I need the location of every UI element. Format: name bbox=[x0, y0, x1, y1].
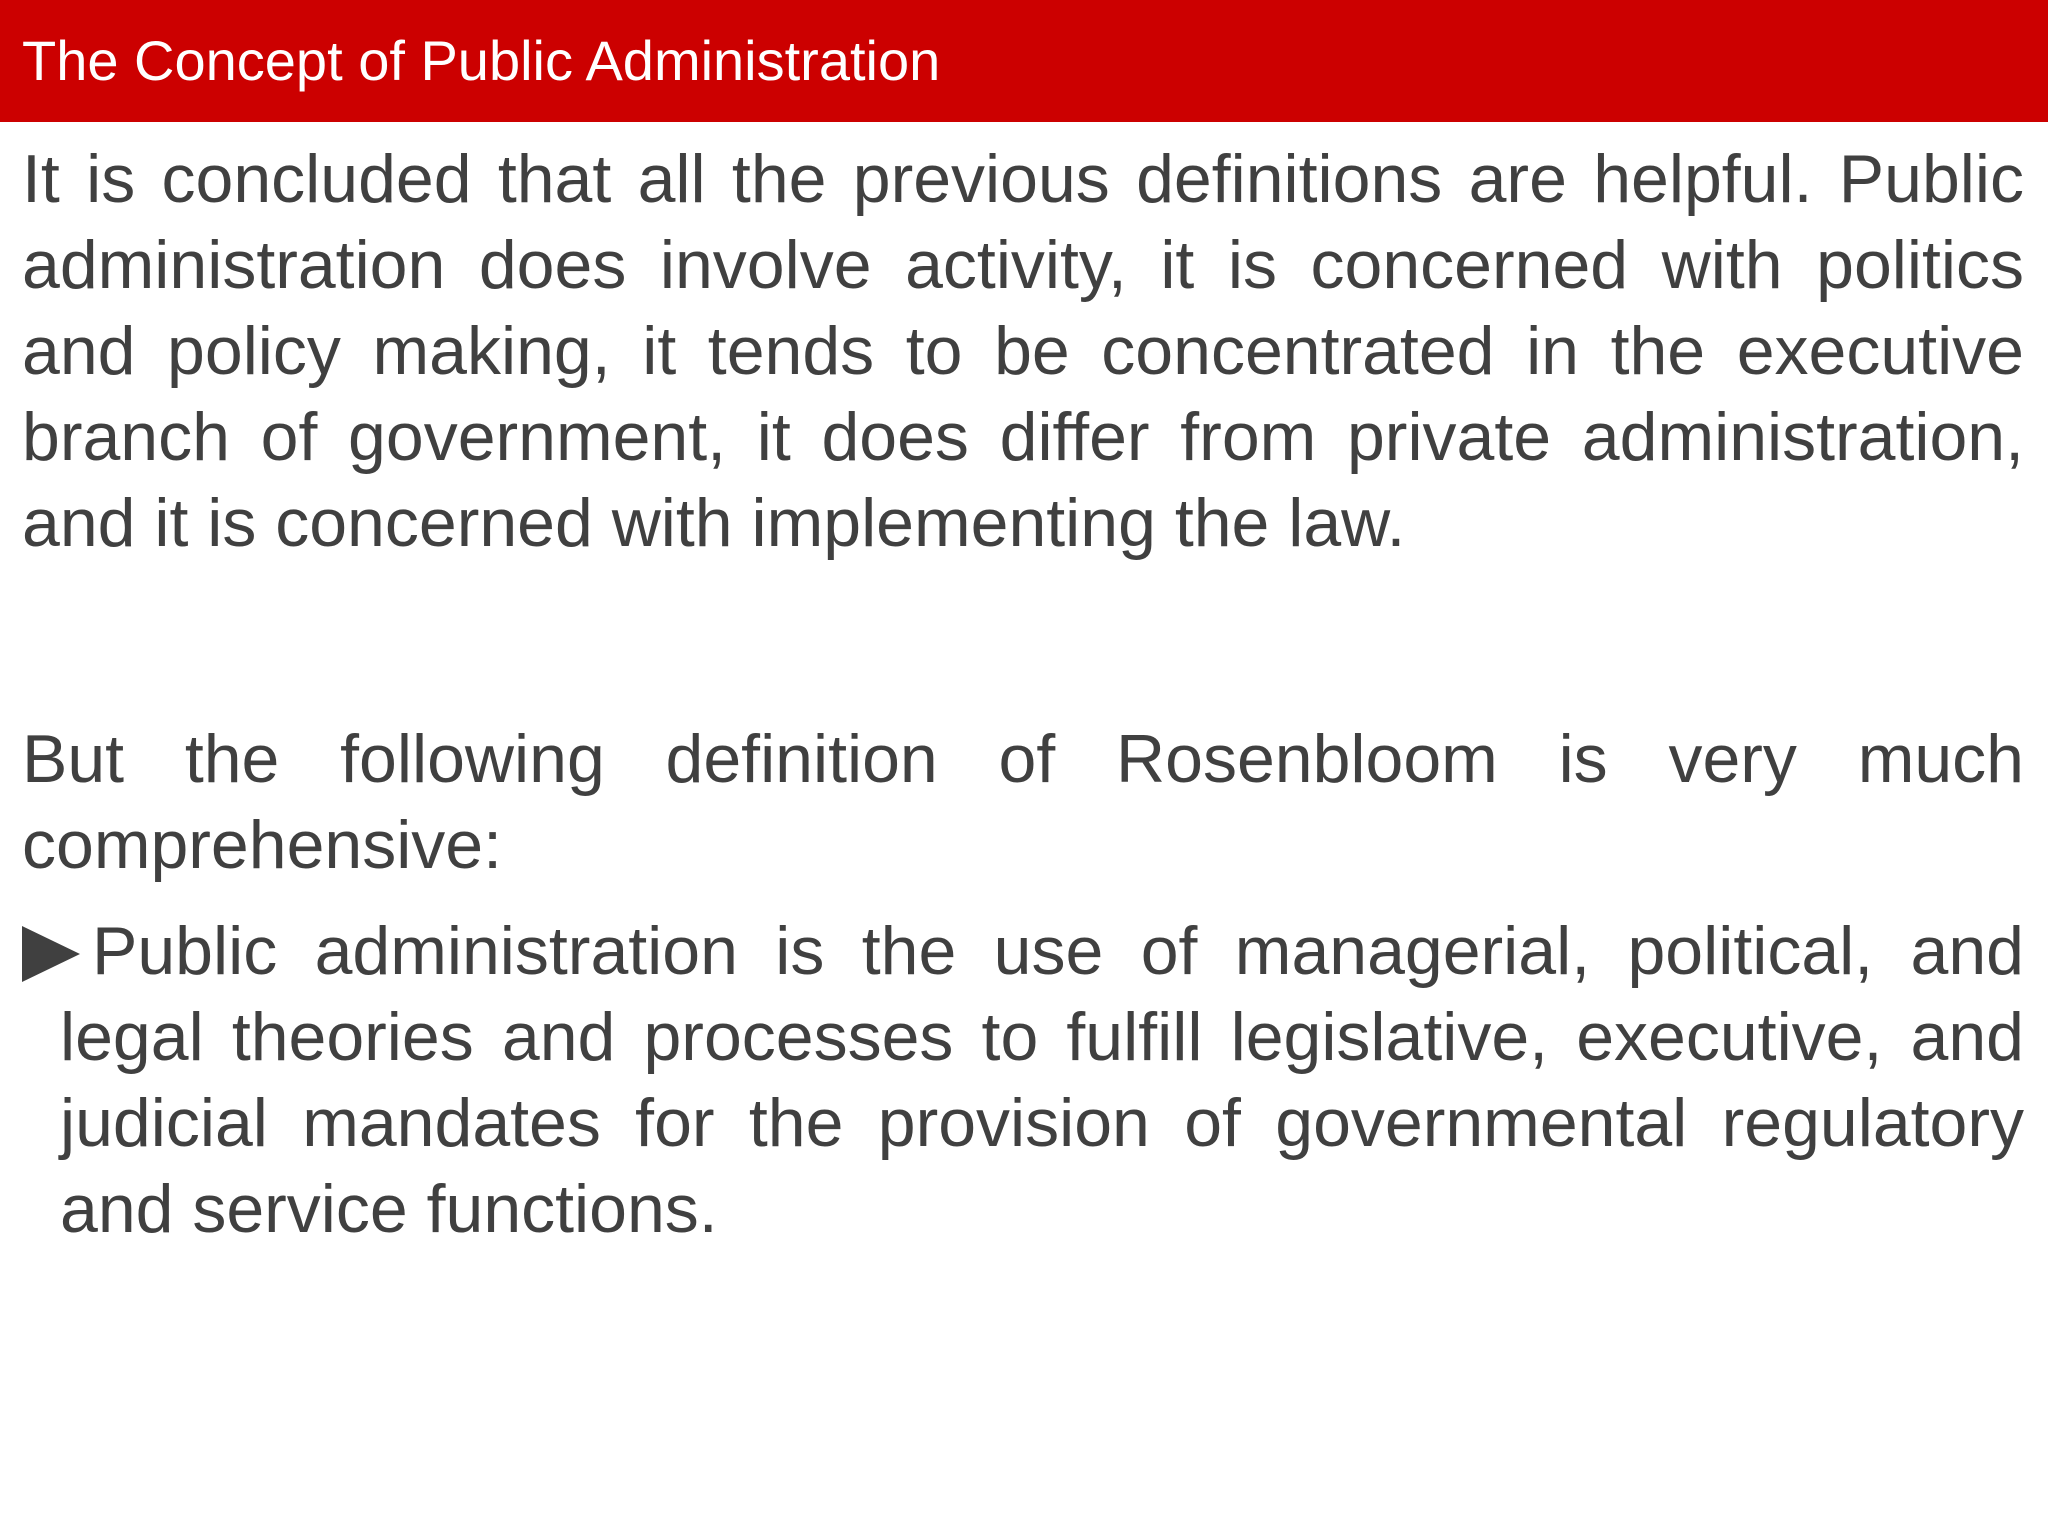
slide-body bbox=[22, 136, 2024, 1252]
slide-title: The Concept of Public Administration bbox=[22, 29, 941, 92]
title-bar bbox=[0, 0, 2048, 122]
body-paragraph-rosenbloom-intro: But the following definition of Rosenbloom is very much comprehensive: bbox=[22, 721, 2024, 883]
body-paragraph-conclusion: It is concluded that all the previous definitions are helpful. Public administration does involve activity, it is concerned with politics and policy making, it tends to be concentrated in the executive branch of government, it does differ from private administration, and it is concerned with implementing the law. bbox=[22, 141, 2024, 561]
play-triangle-icon bbox=[22, 926, 80, 982]
bullet-text: Public administration is the use of managerial, political, and legal theories and processes to fulfill legislative, executive, and judicial mandates for the provision of governmental regulatory and service functions. bbox=[60, 913, 2024, 1247]
bullet-item-definition bbox=[22, 908, 2024, 1252]
